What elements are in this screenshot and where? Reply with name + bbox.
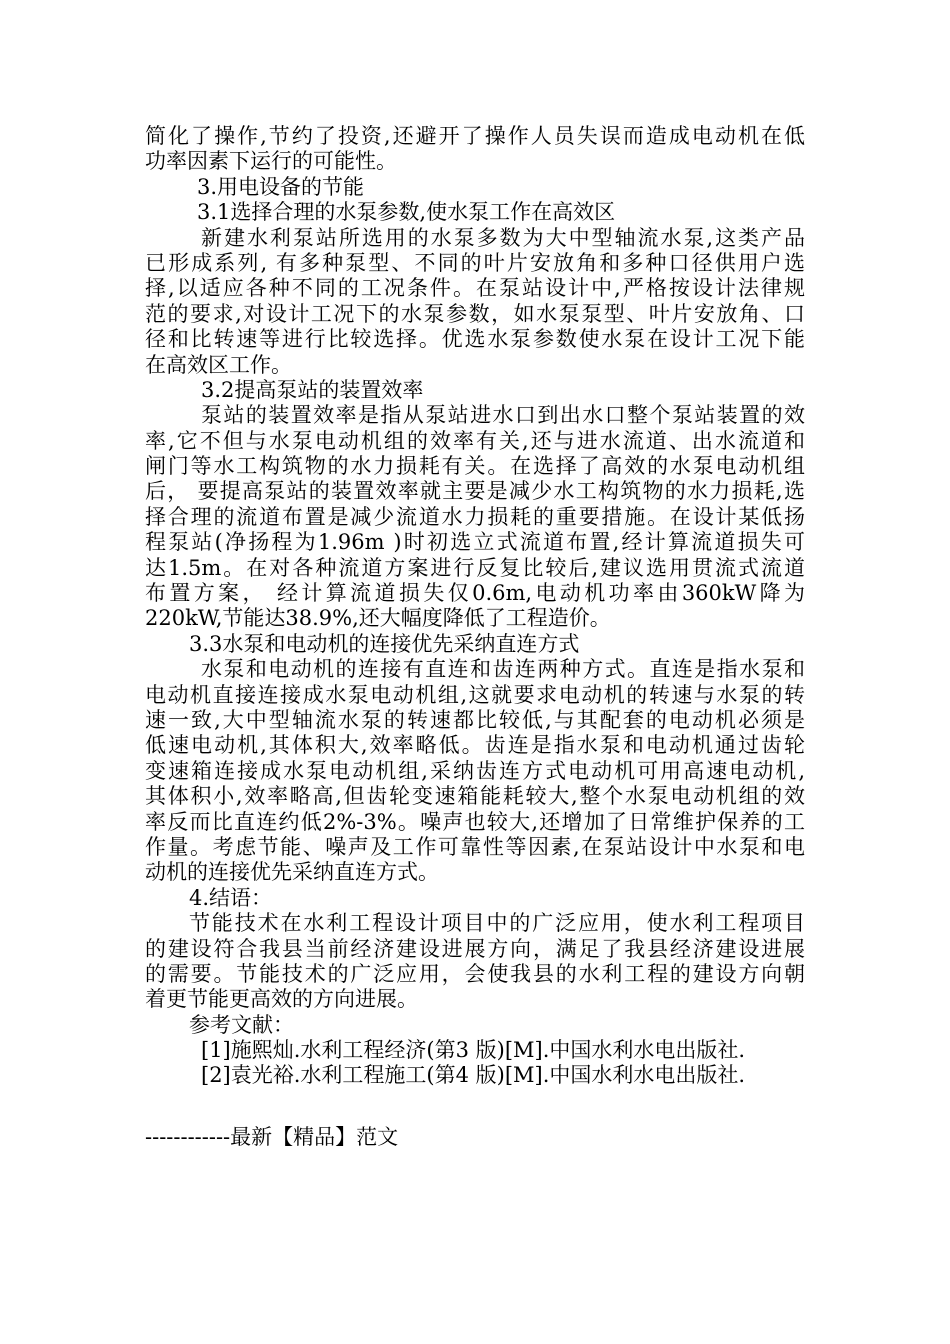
text-line: 作量。考虑节能、噪声及工作可靠性等因素,在泵站设计中水泵和电	[145, 834, 805, 859]
text-line: 简化了操作,节约了投资,还避开了操作人员失误而造成电动机在低	[145, 124, 805, 148]
text-line: 水泵和电动机的连接有直连和齿连两种方式。直连是指水泵和	[201, 657, 805, 682]
text-line: 电动机直接连接成水泵电动机组,这就要求电动机的转速与水泵的转	[145, 682, 805, 707]
text-line: 径和比转速等进行比较选择。优选水泵参数使水泵在设计工况下能	[145, 327, 805, 352]
footer-text: ------------最新【精品】范文	[145, 1125, 399, 1149]
text-line: 范的要求,对设计工况下的水泵参数，如水泵泵型、叶片安放角、口	[145, 301, 805, 326]
text-line: 着更节能更高效的方向进展。	[145, 987, 418, 1012]
text-line: 低速电动机,其体积大,效率略低。齿连是指水泵和电动机通过齿轮	[145, 733, 805, 758]
text-line: 布置方案， 经计算流道损失仅0.6m,电动机功率由360kW降为	[145, 581, 805, 606]
text-line: 率反而比直连约低2%-3%。噪声也较大,还增加了日常维护保养的工	[145, 809, 805, 834]
text-line: 新建水利泵站所选用的水泵多数为大中型轴流水泵,这类产品	[201, 225, 805, 250]
text-line: 其体积小,效率略高,但齿轮变速箱能耗较大,整个水泵电动机组的效	[145, 784, 805, 809]
text-line: [1]施熙灿.水利工程经济(第3 版)[M].中国水利水电出版社.	[201, 1038, 746, 1063]
text-line: 动机的连接优先采纳直连方式。	[145, 860, 439, 885]
text-line: 后， 要提高泵站的装置效率就主要是减少水工构筑物的水力损耗,选	[145, 479, 805, 504]
text-line: 在高效区工作。	[145, 352, 292, 377]
text-line: 变速箱连接成水泵电动机组,采纳齿连方式电动机可用高速电动机,	[145, 758, 805, 783]
text-line: 闸门等水工构筑物的水力损耗有关。在选择了高效的水泵电动机组	[145, 454, 805, 479]
text-line: 参考文献：	[189, 1012, 294, 1037]
text-line: 速一致,大中型轴流水泵的转速都比较低,与其配套的电动机必须是	[145, 707, 805, 732]
text-line: 的建设符合我县当前经济建设进展方向，满足了我县经济建设进展	[145, 936, 805, 961]
text-line: 程泵站(净扬程为1.96m )时初选立式流道布置,经计算流道损失可	[145, 530, 805, 555]
text-line: 择合理的流道布置是减少流道水力损耗的重要措施。在设计某低扬	[145, 504, 805, 529]
text-line: 3.用电设备的节能	[197, 174, 365, 199]
text-line: 3.1选择合理的水泵参数,使水泵工作在高效区	[197, 200, 616, 225]
text-line: 的需要。节能技术的广泛应用，会使我县的水利工程的建设方向朝	[145, 961, 805, 986]
text-line: 择,以适应各种不同的工况条件。在泵站设计中,严格按设计法律规	[145, 276, 805, 301]
text-line: 已形成系列, 有多种泵型、不同的叶片安放角和多种口径供用户选	[145, 250, 805, 275]
text-line: 率,它不但与水泵电动机组的效率有关,还与进水流道、出水流道和	[145, 428, 805, 453]
text-line: 220kW,节能达38.9%,还大幅度降低了工程造价。	[145, 606, 611, 631]
text-line: 功率因素下运行的可能性。	[145, 149, 397, 174]
document-body	[145, 124, 805, 1089]
text-line: 4.结语：	[189, 885, 273, 910]
text-line: [2]袁光裕.水利工程施工(第4 版)[M].中国水利水电出版社.	[201, 1063, 746, 1088]
text-line: 泵站的装置效率是指从泵站进水口到出水口整个泵站装置的效	[201, 403, 805, 428]
text-line: 3.2提高泵站的装置效率	[201, 377, 424, 402]
text-line: 达1.5m。在对各种流道方案进行反复比较后,建议选用贯流式流道	[145, 555, 805, 580]
text-line: 节能技术在水利工程设计项目中的广泛应用，使水利工程项目	[189, 911, 805, 936]
text-line: 3.3水泵和电动机的连接优先采纳直连方式	[189, 631, 580, 656]
